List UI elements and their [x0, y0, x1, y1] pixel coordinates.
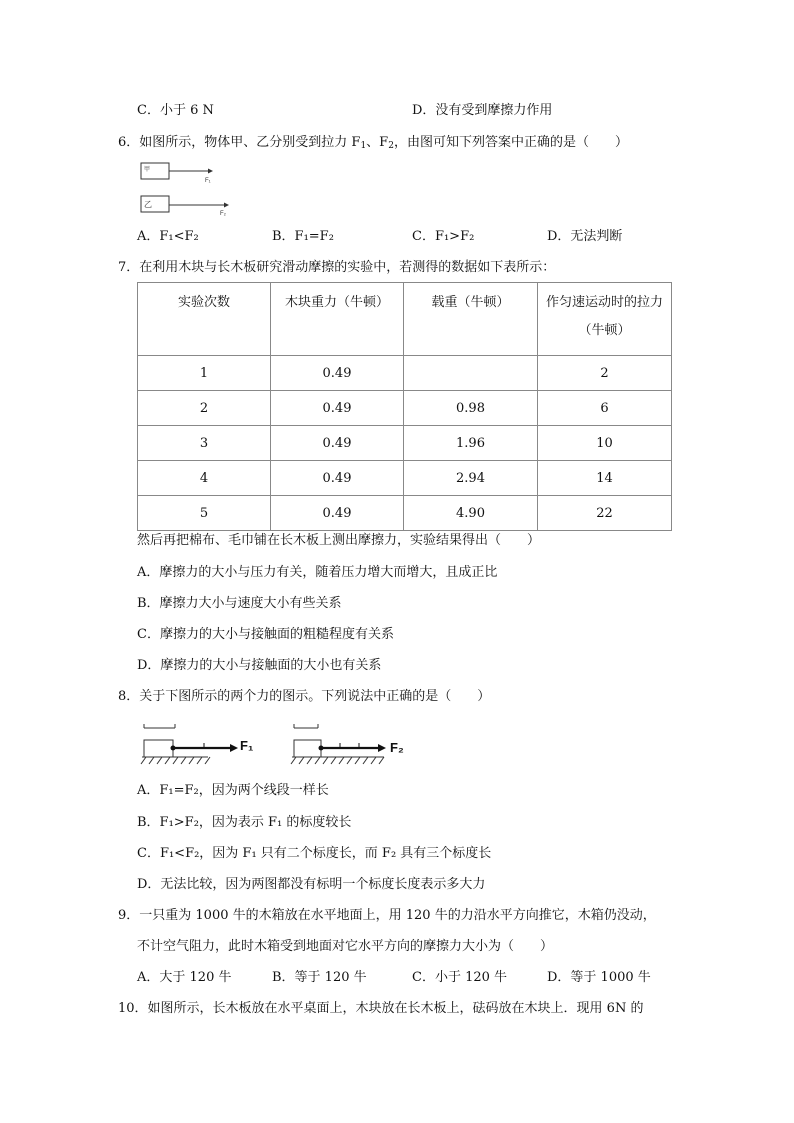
table-cell	[404, 356, 538, 391]
q6-force-figure	[138, 158, 238, 218]
q8-stem: 8．关于下图所示的两个力的图示。下列说法中正确的是（ ）	[118, 689, 491, 704]
table-cell: 14	[538, 461, 672, 496]
q6-box-jia-label: 甲	[144, 167, 151, 173]
table-cell: 6	[538, 391, 672, 426]
q9-option-c: C．小于 120 牛	[412, 970, 508, 985]
q6-stem: 6．如图所示，物体甲、乙分别受到拉力 $F_1$、$F_2$，由图可知下列答案中正确的是（ ）	[118, 135, 628, 151]
table-cell: 22	[538, 496, 672, 531]
q9-option-d: D．等于 1000 牛	[547, 970, 651, 985]
table-cell: 3	[138, 426, 271, 461]
q6-label-f2: F₂	[220, 211, 226, 217]
q6-option-d: D．无法判断	[547, 229, 623, 244]
q7-data-table	[137, 282, 672, 531]
table-cell: 0.98	[404, 391, 538, 426]
table-cell: 4.90	[404, 496, 538, 531]
table-cell: 1	[138, 356, 271, 391]
q8-option-d: D．无法比较，因为两图都没有标明一个标度长度表示多大力	[137, 877, 486, 892]
table-cell: 0.49	[271, 496, 404, 531]
q10-stem: 10．如图所示，长木板放在水平桌面上，木块放在长木板上，砝码放在木块上．现用 6N 的	[118, 1001, 644, 1016]
q6-option-b: B．F₁=F₂	[272, 229, 334, 244]
q7-option-b: B．摩擦力大小与速度大小有些关系	[137, 596, 342, 611]
table-header: 木块重力（牛顿）	[271, 283, 404, 356]
table-header: 作匀速运动时的拉力（牛顿）	[538, 283, 672, 356]
q8-option-c: C．F₁<F₂，因为 F₁ 只有二个标度长，而 F₂ 具有三个标度长	[137, 846, 492, 861]
q8-arrowhead-f2	[378, 744, 386, 752]
q9-stem-line1: 9．一只重为 1000 牛的木箱放在水平地面上，用 120 牛的力沿水平方向推它，木箱仍没动，	[118, 908, 656, 923]
q6-label-f1: F₁	[205, 178, 211, 184]
q8-arrowhead-f1	[230, 744, 238, 752]
q7-option-c: C．摩擦力的大小与接触面的粗糙程度有关系	[137, 627, 394, 642]
q6-arrowhead-f2	[224, 203, 229, 208]
table-row	[138, 356, 672, 391]
table-header-row	[138, 283, 672, 356]
table-row	[138, 426, 672, 461]
q7-option-a: A．摩擦力的大小与压力有关，随着压力增大而增大，且成正比	[137, 565, 498, 580]
q8-ground-2	[291, 757, 384, 764]
q6-option-c: C．F₁>F₂	[412, 229, 475, 244]
table-cell: 2.94	[404, 461, 538, 496]
table-header: 载重（牛顿）	[404, 283, 538, 356]
table-row	[138, 496, 672, 531]
q8-block-2	[294, 740, 321, 757]
q7-option-d: D．摩擦力的大小与接触面的大小也有关系	[137, 658, 382, 673]
q8-label-f1: F₁	[240, 738, 254, 753]
table-row	[138, 461, 672, 496]
table-cell: 0.49	[271, 356, 404, 391]
q6-option-a: A．F₁<F₂	[137, 229, 199, 244]
q6-box-yi-label: 乙	[144, 200, 152, 209]
table-cell: 4	[138, 461, 271, 496]
table-cell: 0.49	[271, 391, 404, 426]
table-cell: 0.49	[271, 461, 404, 496]
table-cell: 2	[538, 356, 672, 391]
table-header: 实验次数	[138, 283, 271, 356]
table-cell: 1.96	[404, 426, 538, 461]
table-cell: 10	[538, 426, 672, 461]
q7-stem: 7．在利用木块与长木板研究滑动摩擦的实验中，若测得的数据如下表所示：	[118, 260, 556, 275]
table-cell: 5	[138, 496, 271, 531]
q8-block-1	[144, 740, 173, 757]
q9-option-a: A．大于 120 牛	[137, 970, 232, 985]
q8-ground-1	[141, 757, 210, 764]
table-row	[138, 391, 672, 426]
table-cell: 0.49	[271, 426, 404, 461]
q5-option-d: D．没有受到摩擦力作用	[412, 103, 553, 118]
q5-option-c: C．小于 6 N	[137, 103, 214, 118]
q6-arrowhead-f1	[208, 169, 213, 174]
table-cell: 2	[138, 391, 271, 426]
q9-stem-line2: 不计空气阻力，此时木箱受到地面对它水平方向的摩擦力大小为（ ）	[137, 939, 554, 954]
q9-option-b: B．等于 120 牛	[272, 970, 367, 985]
q7-followup: 然后再把棉布、毛巾铺在长木板上测出摩擦力，实验结果得出（ ）	[137, 533, 541, 548]
q8-force-figure	[138, 718, 418, 768]
q8-option-b: B．F₁>F₂，因为表示 F₁ 的标度较长	[137, 815, 352, 830]
q8-option-a: A．F₁=F₂，因为两个线段一样长	[137, 783, 329, 798]
q8-scale-bar-1	[144, 724, 175, 728]
q8-label-f2: F₂	[390, 740, 404, 755]
q8-scale-bar-2	[294, 724, 318, 728]
